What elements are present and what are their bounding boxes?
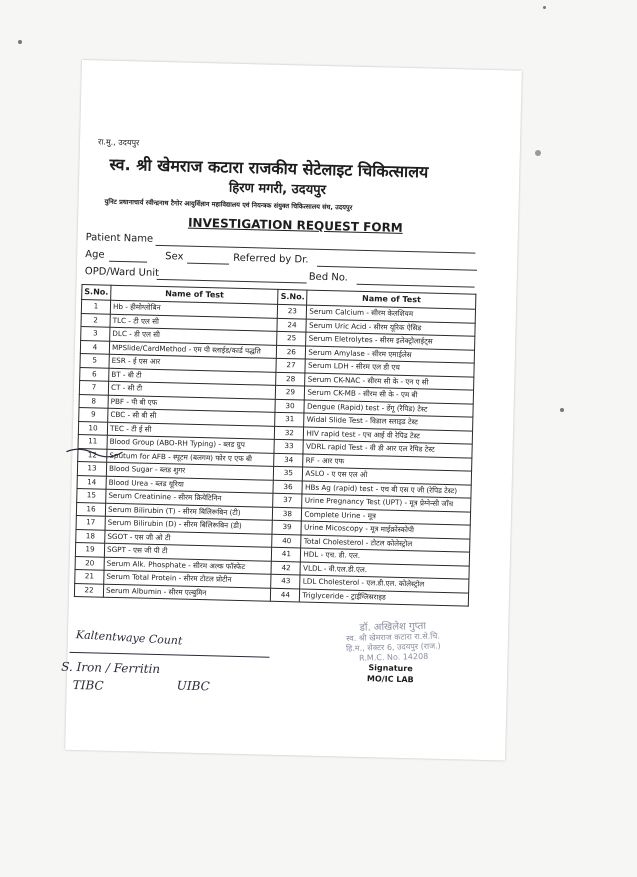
investigation-tests-table <box>74 284 477 607</box>
test-sno: 1 <box>81 300 110 314</box>
header-small-line: रा.मु., उदयपुर <box>97 137 140 148</box>
scan-speck <box>543 6 546 9</box>
test-name: TEC - टी ई सी <box>107 422 275 440</box>
sno-header: S.No. <box>278 289 307 305</box>
test-name-header: Name of Test <box>307 290 476 309</box>
stamp-hospital: स्व. श्री खेमराज कटारा रा.से.चि. <box>346 631 441 644</box>
stamp-registration: R.M.C. No. 14208 <box>358 651 429 663</box>
test-name: Serum LDH - सीरम एल डी एच <box>305 359 474 377</box>
test-sno: 17 <box>76 515 105 529</box>
test-sno: 41 <box>272 547 301 561</box>
sno-header: S.No. <box>82 285 111 301</box>
test-sno: 4 <box>80 340 109 354</box>
bed-no-line <box>357 284 475 288</box>
test-name: Blood Group (ABO-RH Typing) - ब्लड ग्रुप <box>107 435 275 453</box>
test-name: Triglyceride - ट्राईग्लिसराइड <box>300 588 469 606</box>
test-sno: 9 <box>79 408 108 422</box>
test-name: Urine Pregnancy Test (UPT) - मूत्र प्रेग्नेन्सी जाँच <box>302 494 471 512</box>
sex-label: Sex <box>165 251 184 263</box>
age-label: Age <box>85 249 105 261</box>
test-sno: 3 <box>81 327 110 341</box>
referred-by-label: Referred by Dr. <box>233 252 309 266</box>
referred-by-line <box>317 266 477 271</box>
test-sno: 15 <box>77 489 106 503</box>
test-name: HDL - एच. डी. एल. <box>301 548 470 566</box>
test-sno: 43 <box>271 574 300 588</box>
test-sno: 30 <box>275 399 304 413</box>
test-sno: 38 <box>273 507 302 521</box>
test-sno: 12 <box>78 448 107 462</box>
test-sno: 21 <box>75 569 104 583</box>
test-name: RF - आर एफ <box>303 454 472 472</box>
test-sno: 2 <box>81 313 110 327</box>
test-sno: 14 <box>77 475 106 489</box>
hospital-name: स्व. श्री खेमराज कटारा राजकीय सेटेलाइट चिकित्सालय <box>109 154 429 182</box>
test-sno: 22 <box>74 583 103 597</box>
test-name: Hb - हीमोग्लोबिन <box>110 300 278 318</box>
test-sno: 33 <box>274 439 303 453</box>
test-name: Serum Bilirubin (D) - सीरम बिलिरूबिन (डी) <box>105 516 273 534</box>
test-name: SGOT - एस जी ओ टी <box>105 530 273 548</box>
test-name: Serum Albumin - सीरम एल्बुमिन <box>103 584 271 602</box>
test-name: PBF - पी बी एफ <box>108 395 276 413</box>
test-sno: 40 <box>272 534 301 548</box>
test-name: Total Cholesterol - टोटल कोलेस्ट्रोल <box>301 535 470 553</box>
test-sno: 35 <box>274 466 303 480</box>
signature-role: MO/IC LAB <box>366 674 414 685</box>
cbc-tick-mark <box>64 444 124 459</box>
test-sno: 11 <box>78 435 107 449</box>
test-name: CBC - सी बी सी <box>108 408 276 426</box>
test-name: Blood Urea - ब्लड यूरिया <box>106 476 274 494</box>
test-name: Dengue (Rapid) test - डेंगू (रैपिड) टेस्ट <box>304 400 473 418</box>
test-sno: 23 <box>278 304 307 318</box>
test-name: Serum Eletrolytes - सीरम इलेक्ट्रोलाईट्स <box>306 332 475 350</box>
test-sno: 27 <box>276 358 305 372</box>
test-name: CT - सी टी <box>108 381 276 399</box>
test-name: BT - बी टी <box>109 368 277 386</box>
patient-name-label: Patient Name <box>85 232 154 245</box>
doctor-stamp <box>345 621 441 664</box>
handwritten-note-2: S. Iron / Ferritin <box>61 659 161 677</box>
scan-speck <box>560 408 564 412</box>
test-name: MPSlide/CardMethod - एम पी स्लाईड/कार्ड पद्धति <box>109 341 277 359</box>
test-name-header: Name of Test <box>111 285 279 304</box>
test-name: VDRL rapid Test - वी डी आर एल रेपिड टेस्ट <box>303 440 472 458</box>
test-sno: 34 <box>274 453 303 467</box>
test-sno: 16 <box>76 502 105 516</box>
test-name: HIV rapid test - एच आई वी रेपिड टेस्ट <box>304 427 473 445</box>
test-sno: 25 <box>277 331 306 345</box>
test-sno: 19 <box>75 542 104 556</box>
test-sno: 20 <box>75 556 104 570</box>
test-name: Serum Bilirubin (T) - सीरम बिलिरूबिन (टी) <box>105 503 273 521</box>
test-sno: 37 <box>273 493 302 507</box>
signature-label: Signature <box>368 663 413 674</box>
test-sno: 24 <box>277 318 306 332</box>
test-name: Blood Sugar - ब्लड शुगर <box>106 462 274 480</box>
test-sno: 39 <box>272 520 301 534</box>
test-sno: 13 <box>77 462 106 476</box>
test-sno: 26 <box>277 345 306 359</box>
test-name: Serum CK-NAC - सीरम सी के - एन ए सी <box>305 373 474 391</box>
hospital-affiliation: युनिट प्रधानाचार्य रवीन्द्रनाथ टैगोर आयुर्विज्ञान महाविद्यालय एवं नियन्त्रक संयुक्त चिकित्सालय संघ, उदयपुर <box>104 197 353 212</box>
test-sno: 28 <box>276 372 305 386</box>
test-name: VLDL - वी.एल.डी.एल. <box>300 561 469 579</box>
test-name: Widal Slide Test - विडाल स्लाइड टेस्ट <box>304 413 473 431</box>
bed-no-label: Bed No. <box>308 271 349 284</box>
test-sno: 32 <box>275 426 304 440</box>
patient-name-line <box>155 245 475 254</box>
test-name: Complete Urine - मूत्र <box>302 508 471 526</box>
test-name: LDL Cholesterol - एल.डी.एल. कोलेस्ट्रोल <box>300 575 469 593</box>
handwritten-note-3: TIBC <box>72 677 104 693</box>
test-name: DLC - डी एल सी <box>110 327 278 345</box>
test-sno: 10 <box>78 421 107 435</box>
age-line <box>109 261 147 263</box>
test-name: Urine Micoscopy - मूत्र माईक्रोस्कोपी <box>301 521 470 539</box>
test-name: Serum Total Protein - सीरम टोटल प्रोटीन <box>104 570 272 588</box>
test-name: HBs Ag (rapid) test - एच बी एस ए जी (रेपिड टेस्ट) <box>302 481 471 499</box>
sex-line <box>187 263 229 265</box>
test-name: SGPT - एस जी पी टी <box>104 543 272 561</box>
stamp-address: हि.म., सेक्टर 6, उदयपुर (राज.) <box>345 641 441 654</box>
handwritten-underline <box>70 652 270 658</box>
test-name: Serum Creatinine - सीरम क्रियेटिनिन <box>106 489 274 507</box>
test-sno: 31 <box>275 412 304 426</box>
handwritten-note-1: Kaltentwaye Count <box>75 628 183 648</box>
scan-speck <box>18 40 22 44</box>
test-sno: 18 <box>76 529 105 543</box>
test-name: TLC - टी एल सी <box>110 314 278 332</box>
test-name: Serum Calcium - सीरम केलशियम <box>307 305 476 323</box>
test-sno: 8 <box>79 394 108 408</box>
test-sno: 5 <box>80 354 109 368</box>
investigation-request-form <box>61 60 522 761</box>
hospital-location: हिरण मगरी, उदयपुर <box>228 180 327 198</box>
scan-speck <box>535 150 541 156</box>
form-title: INVESTIGATION REQUEST FORM <box>187 215 403 235</box>
test-name: ESR - ई एस आर <box>109 354 277 372</box>
test-sno: 36 <box>273 480 302 494</box>
handwritten-note-4: UIBC <box>176 678 210 694</box>
test-sno: 44 <box>271 588 300 602</box>
test-sno: 6 <box>80 367 109 381</box>
test-name: Serum CK-MB - सीरम सी के - एम बी <box>305 386 474 404</box>
test-sno: 29 <box>276 385 305 399</box>
test-name: ASLO - ए एस एल ओ <box>303 467 472 485</box>
test-sno: 42 <box>271 561 300 575</box>
test-name: Sputum for AFB - स्पूटम (बलगम) फोर ए एफ बी <box>107 449 275 467</box>
signature-block <box>367 662 414 685</box>
test-sno: 7 <box>79 381 108 395</box>
opd-ward-line <box>157 279 307 284</box>
test-name: Serum Amylase - सीरम एमाईलेस <box>306 346 475 364</box>
test-name: Serum Alk. Phosphate - सीरम अल्क फॉस्फेट <box>104 557 272 575</box>
stamp-doctor-name: डॉ. अखिलेश गुप्ता <box>359 620 427 634</box>
opd-ward-label: OPD/Ward Unit <box>84 266 160 279</box>
test-name: Serum Uric Acid - सीरम यूरिक ऐसिड <box>306 319 475 337</box>
